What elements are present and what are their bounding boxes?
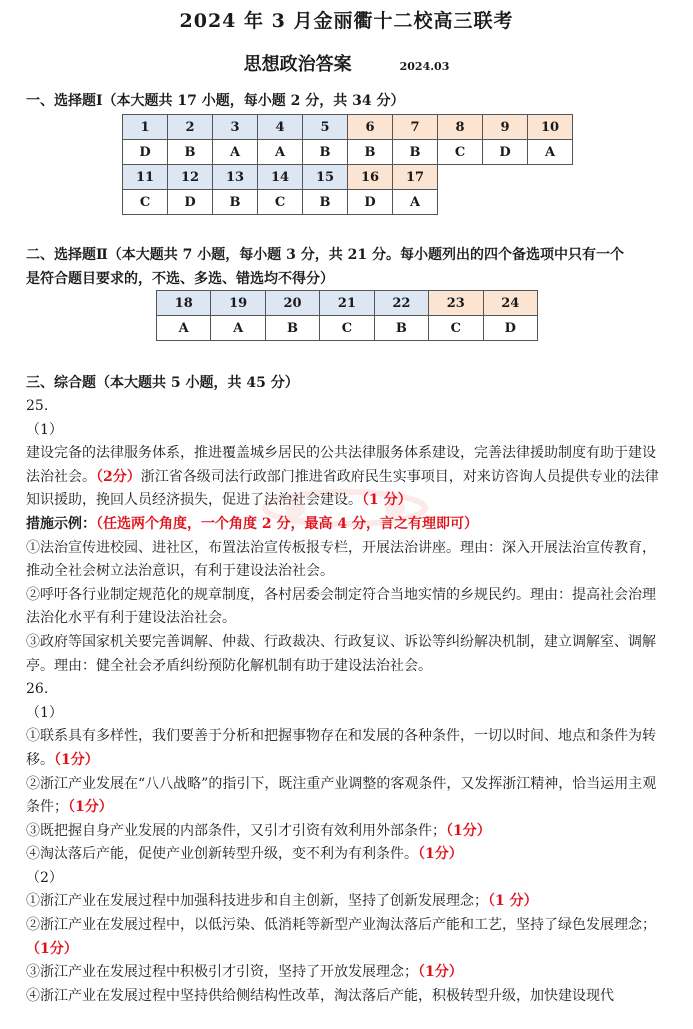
q26-b-answer-2 [26,914,666,961]
qnum-cell: 5 [303,115,348,140]
qnum-cell: 7 [393,115,438,140]
q25-number: 25. [26,398,49,414]
document-date: 2024.03 [399,60,450,73]
answer-text: ④淘汰落后产能，促使产业创新转型升级，变不利为有利条件。 [26,846,418,863]
answer-text: ②浙江产业发展在“八八战略”的指引下，既注重产业调整的客观条件，又发挥浙江精神，恰当运用主观条件； [26,775,657,816]
answer-table-2 [156,290,538,341]
subtitle-text: 思想政治答案 [243,54,352,75]
q25-measure-heading [26,513,666,537]
document-subtitle [0,50,693,76]
q25-part1-label: （1） [26,421,63,438]
score-label: （1分） [54,751,99,768]
answer-text: ②浙江产业在发展过程中，以低污染、低消耗等新型产业淘汰落后产能和工艺，坚持了绿色发展理念； [26,917,656,934]
q26-answer-2 [26,773,666,820]
answer-cell: B [374,316,428,341]
q25-part1-answer [26,442,666,513]
qnum-cell: 22 [374,291,428,316]
q26-answer-3 [26,820,666,844]
section2-heading-line2: 是符合题目要求的，不选、多选、错选均不得分） [26,271,334,287]
answer-cell: C [438,140,483,165]
answer-text: 浙江省各级司法行政部门推进省政府民生实事项目，对来访咨询人员提供专业的法律知识援助，挽回人员经济损失，促进了法治社会建设。 [26,468,659,509]
answer-cell: D [168,190,213,215]
empty-cell [438,165,573,215]
score-label: （1 分） [362,492,412,509]
score-label: （1 分） [488,893,538,910]
q25-measure-1: ①法治宣传进校园、进社区，布置法治宣传板报专栏，开展法治讲座。理由：深入开展法治宣传教育，推动全社会树立法治意识，有利于建设法治社会。 [26,539,656,580]
answer-cell: A [528,140,573,165]
table1-number-row-2 [123,165,573,190]
table2-answer-row [157,316,538,341]
qnum-cell: 14 [258,165,303,190]
answer-cell: C [429,316,483,341]
qnum-cell: 8 [438,115,483,140]
answer-cell: B [265,316,319,341]
qnum-cell: 21 [320,291,374,316]
answer-cell: B [303,190,348,215]
qnum-cell: 3 [213,115,258,140]
answer-cell: B [303,140,348,165]
score-label: （1分） [446,822,491,839]
qnum-cell: 12 [168,165,213,190]
answer-cell: B [168,140,213,165]
answer-cell: B [213,190,258,215]
qnum-cell: 16 [348,165,393,190]
q26-b-answer-1 [26,890,666,914]
answer-cell: A [393,190,438,215]
answer-cell: B [348,140,393,165]
q26-answer-4 [26,843,666,867]
answer-cell: C [320,316,374,341]
qnum-cell: 15 [303,165,348,190]
table2-number-row [157,291,538,316]
qnum-cell: 10 [528,115,573,140]
q26-b-answer-3 [26,961,666,985]
q25-measure-3: ③政府等国家机关要完善调解、仲裁、行政裁决、行政复议、诉讼等纠纷解决机制，建立调解室、调解亭。理由：健全社会矛盾纠纷预防化解机制有助于建设法治社会。 [26,633,656,674]
answer-cell: C [258,190,303,215]
answer-cell: B [393,140,438,165]
qnum-cell: 18 [157,291,211,316]
qnum-cell: 9 [483,115,528,140]
qnum-cell: 17 [393,165,438,190]
score-label: （1分） [26,940,78,957]
score-label: （1分） [68,799,113,816]
answer-text: 建设完备的法律服务体系，推进覆盖城乡居民的公共法律服务体系建设，完善法律援助制度有助于建设法治社会。 [26,445,656,485]
answer-cell: C [123,190,168,215]
q26-part1-label: （1） [26,704,63,721]
q26-answer-1 [26,725,666,772]
score-label: （1分） [418,964,463,981]
measure-label: 措施示例： [26,515,96,532]
section3-heading: 三、综合题（本大题共 5 小题，共 45 分） [26,375,299,391]
qnum-cell: 1 [123,115,168,140]
answer-cell: A [211,316,265,341]
answer-body [26,395,666,1008]
answer-cell: A [258,140,303,165]
answer-text: ①浙江产业在发展过程中加强科技进步和自主创新，坚持了创新发展理念； [26,893,488,910]
answer-cell: D [483,316,537,341]
qnum-cell: 6 [348,115,393,140]
q26-b-answer-4: ④浙江产业在发展过程中坚持供给侧结构性改革，淘汰落后产能，积极转型升级，加快建设现代 [26,987,614,1004]
qnum-cell: 2 [168,115,213,140]
table1-number-row-1 [123,115,573,140]
qnum-cell: 11 [123,165,168,190]
table1-answer-row-1 [123,140,573,165]
answer-cell: D [348,190,393,215]
answer-cell: A [213,140,258,165]
qnum-cell: 13 [213,165,258,190]
answer-cell: D [123,140,168,165]
qnum-cell: 20 [265,291,319,316]
answer-cell: A [157,316,211,341]
qnum-cell: 4 [258,115,303,140]
score-label: （1分） [418,846,463,863]
answer-text: ③既把握自身产业发展的内部条件，又引才引资有效利用外部条件； [26,822,446,839]
answer-table-1 [122,114,573,215]
qnum-cell: 23 [429,291,483,316]
section1-heading: 一、选择题Ⅰ（本大题共 17 小题，每小题 2 分，共 34 分） [26,93,405,109]
measure-note: （任选两个角度，一个角度 2 分，最高 4 分，言之有理即可） [96,515,478,532]
qnum-cell: 24 [483,291,537,316]
answer-text: ①联系具有多样性，我们要善于分析和把握事物存在和发展的各种条件，一切以时间、地点和条件为转移。 [26,728,656,768]
document-title: 2024 年 3 月金丽衢十二校高三联考 [179,10,514,32]
answer-text: ③浙江产业在发展过程中积极引才引资，坚持了开放发展理念； [26,964,418,981]
q25-measure-2: ②呼吁各行业制定规范化的规章制度，各村居委会制定符合当地实情的乡规民约。理由：提高社会治理法治化水平有利于建设法治社会。 [26,586,656,627]
score-label: （2分） [96,468,141,485]
section2-heading-line1: 二、选择题Ⅱ（本大题共 7 小题，每小题 3 分，共 21 分。每小题列出的四个备选项中只有一个 [26,247,625,263]
q26-number: 26. [26,681,49,698]
answer-cell: D [483,140,528,165]
q26-part2-label: （2） [26,869,63,886]
qnum-cell: 19 [211,291,265,316]
